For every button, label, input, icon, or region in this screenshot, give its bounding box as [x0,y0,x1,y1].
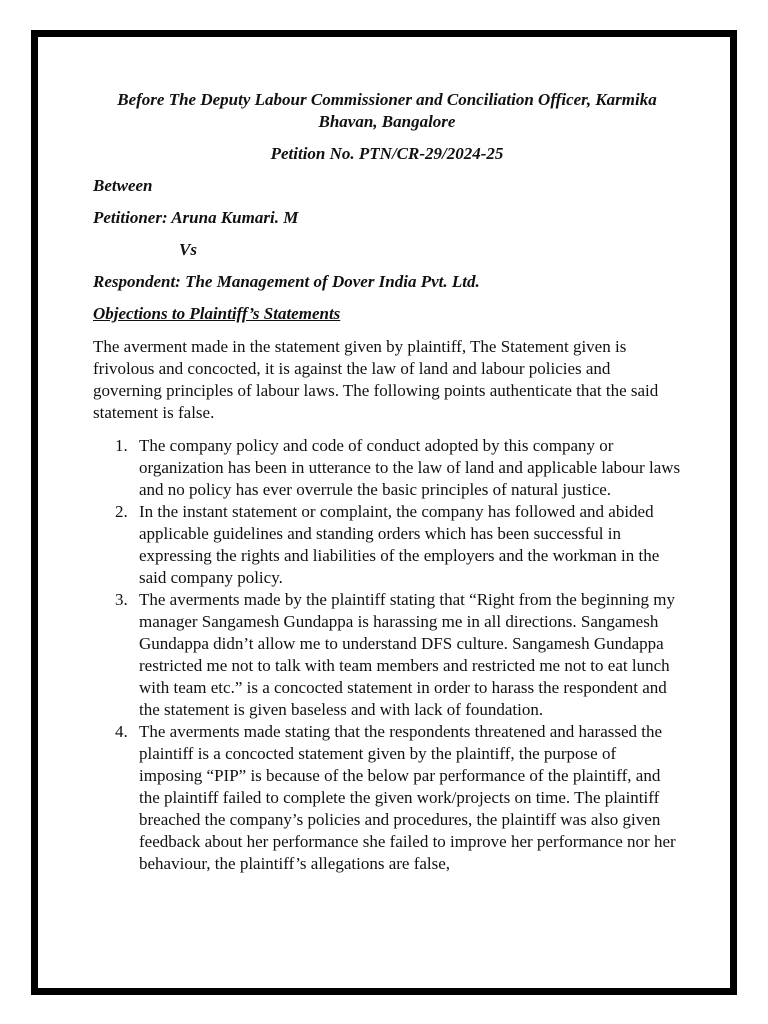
intro-paragraph: The averment made in the statement given by plaintiff, The Statement given is frivolous and concocted, it is against the law of land and labour policies and governing principles of labour laws. The following points authenticate that the said statement is false. [93,337,659,422]
objection-text: The averments made by the plaintiff stating that “Right from the beginning my manager Sangamesh Gundappa is harassing me in all directions. Sangamesh Gundappa didn’t allow me to understand DFS culture. Sangamesh Gundappa restricted me not to talk with team members and restricted me not to eat lunch with team etc.” is a concocted statement in order to harass the respondent and the statement is given baseless and with lack of foundation. [139,590,676,719]
petitioner-line: Petitioner: Aruna Kumari. M [93,208,299,227]
objection-text: The company policy and code of conduct adopted by this company or organization has been in utterance to the law of land and applicable labour laws and no policy has ever overrule the basic principles of natural justice. [139,436,681,499]
objection-number: 3. [115,590,128,609]
between-label: Between [93,176,153,195]
objection-text: In the instant statement or complaint, the company has followed and abided applicable guidelines and standing orders which has been successful in expressing the rights and liabilities of the employers and the workman in the said company policy. [139,502,660,587]
objection-item [93,589,681,721]
objection-number: 1. [115,436,128,455]
objection-item [93,721,681,875]
versus-label: Vs [179,240,197,259]
petition-number: Petition No. PTN/CR-29/2024-25 [270,144,504,163]
objections-section-title: Objections to Plaintiff’s Statements [93,304,341,323]
document-content [93,89,681,875]
page-frame [31,30,737,995]
document-heading: Before The Deputy Labour Commissioner and Conciliation Officer, Karmika Bhavan, Bangalore [117,90,657,131]
objection-item [93,435,681,501]
respondent-line: Respondent: The Management of Dover India Pvt. Ltd. [93,272,480,291]
objection-item [93,501,681,589]
objection-number: 2. [115,502,128,521]
objection-text: The averments made stating that the respondents threatened and harassed the plaintiff is a concocted statement given by the plaintiff, the purpose of imposing “PIP” is because of the below par performance of the plaintiff, and the plaintiff failed to complete the given work/projects on time. The plaintiff breached the company’s policies and procedures, the plaintiff was also given feedback about her performance she failed to improve her performance nor her behaviour, the plaintiff’s allegations are false, [139,722,676,873]
objections-list [93,435,681,875]
objection-number: 4. [115,722,128,741]
